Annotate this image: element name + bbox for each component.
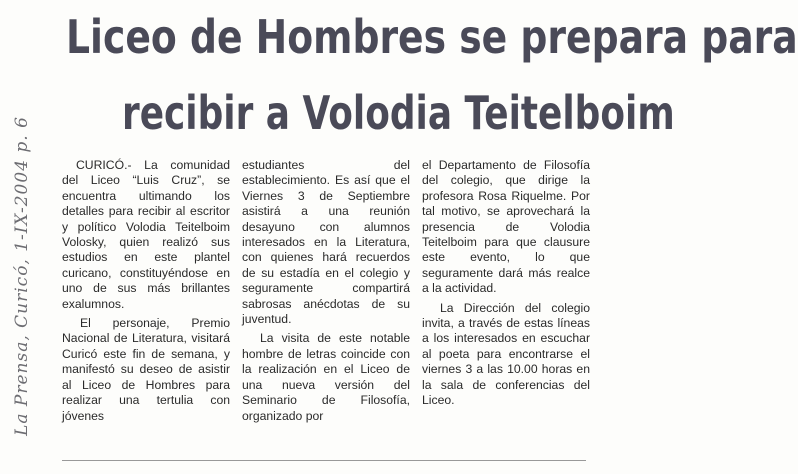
handwritten-source-note [4,80,40,472]
article-column-1 [62,158,230,458]
article-paragraph: estudiantes del establecimiento. Es así que el Viernes 3 de Septiembre asistirá a una reunión desayuno con alumnos interesados en la Literatura, con quienes hará recuerdos de su estadía en el colegio y seguramente compartirá sabrosas anécdotas de su juventud. [242,158,410,327]
article-paragraph: el Departamento de Filosofía del colegio, que dirige la profesora Rosa Riquelme. Por tal motivo, se aprovechará la presencia de Volodia Teitelboim para que clausure este evento, lo que seguramente dará más realce a la actividad. [422,158,590,296]
article-paragraph: El personaje, Premio Nacional de Literatura, visitará Curicó este fin de semana, y manifestó su deseo de asistir al Liceo de Hombres para realizar una tertulia con jóvenes [62,316,230,423]
headline-line-1: Liceo de Hombres se prepara para [66,10,798,64]
article-body [62,158,590,458]
article-paragraph: La Dirección del colegio invita, a través de estas líneas a los interesados en escuchar al poeta para encontrarse el viernes 3 a las 10.00 horas en la sala de conferencias del Liceo. [422,300,590,408]
headline-line-2: recibir a Volodia Teitelboim [122,86,675,140]
article-column-2 [242,158,410,458]
article-paragraph: CURICÓ.- La comunidad del Liceo “Luis Cruz”, se encuentra ultimando los detalles para recibir al escritor y político Volodia Teitelboim Volosky, quien realizó sus estudios en este plantel curicano, constituyéndose en uno de sus más brillantes exalumnos. [62,158,230,311]
bottom-rule [62,460,586,461]
article-column-3 [422,158,590,458]
source-note-text: La Prensa, Curicó, 1-IX-2004 p. 6 [12,116,32,436]
article-paragraph: La visita de este notable hombre de letras coincide con la realización en el Liceo de una nueva versión del Seminario de Filosofía, organizado por [242,331,410,423]
